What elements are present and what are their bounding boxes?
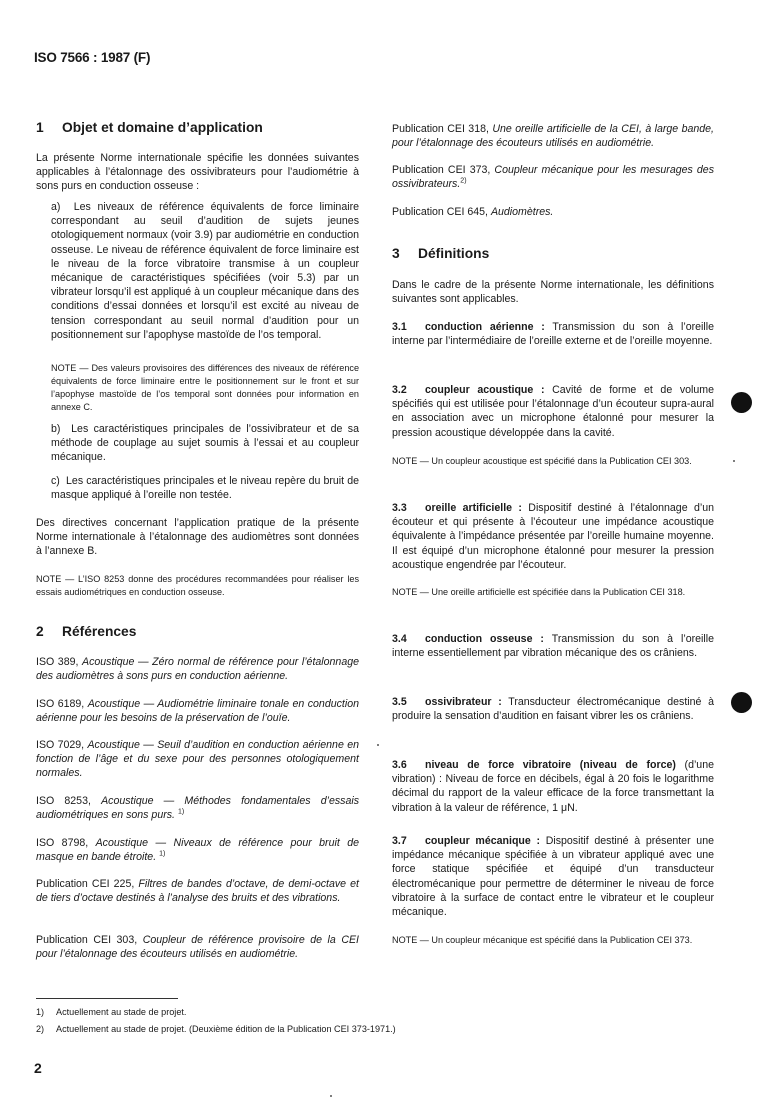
definition-number: 3.6	[392, 759, 407, 771]
section-number: 2	[36, 624, 44, 639]
definition-text: (d’une vibration) : Niveau de force en décibels, égal à 20 fois le logarithme décimal du rapport de la valeur efficace de la force transmettant la vibration à la valeur de référence, 1 μN.	[392, 759, 714, 814]
reference-code: ISO 8798,	[36, 837, 96, 849]
section-number: 1	[36, 120, 44, 135]
section-title: Définitions	[418, 246, 490, 261]
definition-text: Dispositif destiné à présenter une impédance mécanique spécifiée à un vibrateur appliqué avec une force statique spécifiée et équipé d’un transducteur électromécanique pour permettre de déterminer le niveau de force vibratoire à la surface de contact entre le vibrateur et le coupleur mécanique.	[392, 835, 714, 919]
reference-code: Publication CEI 225,	[36, 878, 139, 890]
definition-term: coupleur acoustique :	[425, 384, 545, 396]
definition-text: Cavité de forme et de volume spécifiés qui est utilisée pour l’étalonnage d’un écouteur supra-aural en association avec un microphone étalonné pour mesurer la pression acoustique développée dans la cavité.	[392, 384, 714, 439]
definition-term: ossivibrateur :	[425, 696, 502, 708]
definition-text: Transducteur électromécanique destiné à produire la sensation d’audition en faisant vibrer les os crâniens.	[392, 696, 714, 723]
section-1-note: NOTE — L’ISO 8253 donne des procédures recommandées pour réaliser les essais audiométriques en conduction osseuse.	[36, 574, 359, 597]
definition-3-4	[392, 632, 714, 660]
definition-3-7	[392, 834, 714, 919]
footnote	[36, 1023, 396, 1035]
definition-number: 3.2	[392, 384, 407, 396]
definition-text: Dispositif destiné à l’étalonnage d’un écouteur et qui présente à l’écouteur une impédance acoustique équivalente à l’impédance présentée par l’oreille humaine moyenne. Il est équipé d’un microphone étalonné pour mesurer la pression acoustique engendrée par l’écouteur.	[392, 502, 714, 571]
section-3-intro: Dans le cadre de la présente Norme internationale, les définitions suivantes sont applicables.	[392, 279, 714, 306]
section-1-intro: La présente Norme internationale spécifie les données suivantes applicables à l’étalonnage des ossivibrateurs pour l’audiométrie à sons purs en conduction osseuse :	[36, 152, 359, 193]
reference-iso-8253	[36, 794, 359, 822]
reference-code: Publication CEI 318,	[392, 123, 493, 135]
reference-cei-225	[36, 877, 359, 905]
definition-3-3-note: NOTE — Une oreille artificielle est spécifiée dans la Publication CEI 318.	[392, 587, 686, 597]
reference-title: Acoustique — Niveaux de référence pour bruit de masque en bande étroite.	[36, 837, 359, 864]
reference-code: ISO 7029,	[36, 739, 88, 751]
reference-title: Coupleur de référence provisoire de la CEI pour l’étalonnage des écouteurs utilisés en audiométrie.	[36, 934, 359, 961]
reference-iso-7029	[36, 738, 359, 781]
footnote-text: Actuellement au stade de projet.	[56, 1007, 187, 1017]
reference-title: Acoustique — Seuil d’audition en conduction aérienne en fonction de l’âge et du sexe pour des personnes otologiquement normales.	[36, 739, 359, 780]
section-2-heading	[36, 624, 359, 639]
change-marker-bullet	[731, 392, 752, 413]
reference-code: ISO 8253,	[36, 795, 102, 807]
reference-iso-8798	[36, 836, 359, 864]
page-number: 2	[34, 1060, 42, 1076]
definition-number: 3.4	[392, 633, 407, 645]
reference-code: Publication CEI 645,	[392, 206, 491, 218]
footnote-text: Actuellement au stade de projet. (Deuxième édition de la Publication CEI 373-1971.)	[56, 1024, 396, 1034]
footnote-number: 2)	[36, 1024, 45, 1034]
footnote-number: 1)	[36, 1007, 45, 1017]
reference-title: Acoustique — Zéro normal de référence pour l’étalonnage des audiomètres à sons purs en conduction aérienne.	[36, 656, 359, 683]
reference-cei-373	[392, 163, 714, 191]
definition-term: conduction aérienne :	[425, 321, 545, 333]
definition-text: Transmission du son à l’oreille interne par l’intermédiaire de l’oreille externe et de l’oreille moyenne.	[392, 321, 714, 348]
reference-code: ISO 6189,	[36, 698, 88, 710]
reference-title: Coupleur mécanique pour les mesurages des ossivibrateurs.	[392, 164, 714, 191]
section-number: 3	[392, 246, 400, 261]
definition-3-2-note: NOTE — Un coupleur acoustique est spécifié dans la Publication CEI 303.	[392, 456, 692, 466]
reference-title: Acoustique — Audiométrie liminaire tonale en conduction aérienne pour les besoins de la préservation de l’ouïe.	[36, 698, 359, 725]
definition-3-2	[392, 383, 714, 440]
reference-title: Une oreille artificielle de la CEI, à large bande, pour l’étalonnage des écouteurs utilisés en audiométrie.	[392, 123, 715, 150]
definition-3-5	[392, 695, 714, 723]
scan-speck	[377, 744, 379, 746]
note-a: NOTE — Des valeurs provisoires des différences des niveaux de référence équivalents de force liminaire entre le positionnement sur le front et sur l’apophyse mastoïde de l’os temporal sont données pour information en annexe C.	[51, 363, 359, 412]
item-c: c) Les caractéristiques principales et le niveau repère du bruit de masque appliqué à l’oreille non testée.	[51, 475, 359, 502]
reference-code: ISO 389,	[36, 656, 82, 668]
definition-term: coupleur mécanique :	[425, 835, 541, 847]
reference-code: Publication CEI 303,	[36, 934, 143, 946]
footnote-ref: 2)	[460, 177, 467, 185]
footnote-ref: 1)	[159, 850, 166, 858]
item-a: a) Les niveaux de référence équivalents de force liminaire correspondant au seuil d’audition de sujets jeunes otologiquement normaux (voir 3.9) par audiométrie en conduction osseuse. Le niveau de référence équivalent de force liminaire est le niveau de la force vibratoire transmise à un coupleur mécanique de caractéristiques spécifiées (voir 5.3) par un vibrateur lorsqu’il est appliqué à un coupleur mécanique dans des conditions d’essai données et lorsqu’il est excité au niveau de tension correspondant au seuil normal d’audition pour un positionnement sur l’apophyse mastoïde de l’os temporal.	[51, 201, 359, 341]
reference-cei-645	[392, 205, 714, 219]
scan-speck	[330, 1095, 332, 1097]
definition-number: 3.7	[392, 835, 407, 847]
reference-iso-389	[36, 655, 359, 683]
item-b: b) Les caractéristiques principales de l’ossivibrateur et de sa méthode de couplage au sujet soumis à l’essai et au coupleur mécanique.	[51, 423, 359, 464]
definition-term: oreille artificielle :	[425, 502, 522, 514]
section-1-heading	[36, 120, 359, 135]
section-title: Objet et domaine d’application	[62, 120, 263, 135]
definition-term: niveau de force vibratoire (niveau de force)	[425, 759, 676, 771]
directives-paragraph: Des directives concernant l’application pratique de la présente Norme internationale à l’étalonnage des audiomètres sont données à l’annexe B.	[36, 517, 359, 558]
definition-number: 3.1	[392, 321, 407, 333]
section-3-heading	[392, 246, 714, 261]
reference-cei-303	[36, 933, 359, 961]
reference-title: Audiomètres.	[490, 206, 554, 218]
definition-number: 3.3	[392, 502, 407, 514]
scan-speck	[733, 460, 735, 462]
footnote-divider	[36, 998, 178, 999]
footnote	[36, 1006, 186, 1018]
definition-3-3	[392, 501, 714, 572]
change-marker-bullet	[731, 692, 752, 713]
definition-number: 3.5	[392, 696, 407, 708]
footnote-ref: 1)	[177, 808, 185, 816]
reference-title: Acoustique — Méthodes fondamentales d’essais audiométriques en sons purs.	[36, 795, 359, 822]
reference-title: Filtres de bandes d’octave, de demi-octave et de tiers d’octave destinés à l’analyse des bruits et des vibrations.	[36, 878, 359, 905]
reference-code: Publication CEI 373,	[392, 164, 495, 176]
definition-term: conduction osseuse :	[425, 633, 544, 645]
definition-3-7-note: NOTE — Un coupleur mécanique est spécifié dans la Publication CEI 373.	[392, 935, 693, 945]
reference-iso-6189	[36, 697, 359, 725]
page-header: ISO 7566 : 1987 (F)	[34, 50, 151, 65]
definition-3-1	[392, 320, 714, 348]
reference-cei-318	[392, 122, 714, 150]
definition-text: Transmission du son à l’oreille interne essentiellement par vibration mécanique des os crâniens.	[392, 633, 714, 660]
section-title: Références	[62, 624, 137, 639]
definition-3-6	[392, 758, 714, 815]
